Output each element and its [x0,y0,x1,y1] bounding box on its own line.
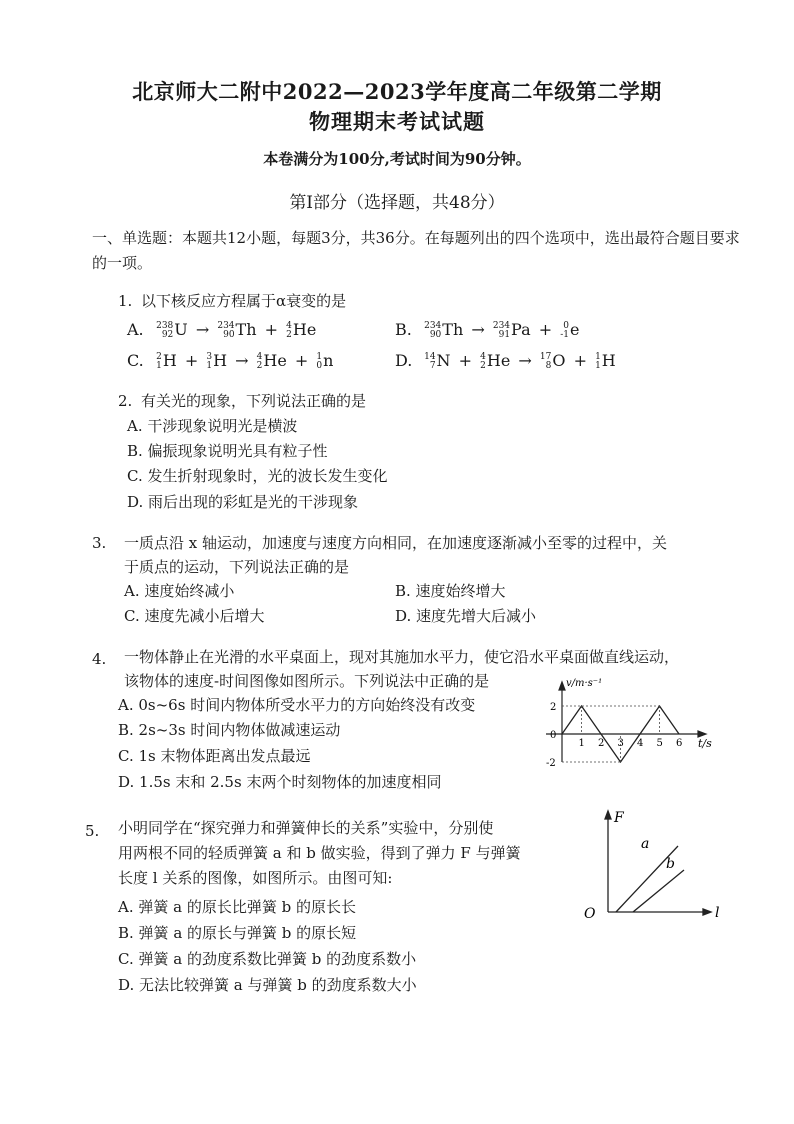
q3-option-b: B. 速度始终增大 [395,582,506,600]
vt-ytick-label: 2 [550,702,557,713]
q1-option-c: C. 2 1 H + 3 1 H → 4 2 He + 1 0 n [127,348,333,374]
q5-stem-line3: 长度 l 关系的图像，如图所示。由图可知: [118,869,393,887]
fl-line-b [633,870,684,912]
q1-stem: 以下核反应方程属于α衰变的是 [141,292,347,310]
q2-option-b: B. 偏振现象说明光具有粒子性 [127,442,328,460]
q4-stem-line2: 该物体的速度-时间图像如图所示。下列说法中正确的是 [124,672,490,690]
q5-number: 5. [85,822,100,840]
vt-y-arrowhead [559,682,565,690]
q4-stem-line1: 一物体静止在光滑的水平桌面上，现对其施加水平力，使它沿水平桌面做直线运动， [124,648,680,666]
q2-option-a: A. 干涉现象说明光是横波 [127,417,298,435]
q5-option-a: A. 弹簧 a 的原长比弹簧 b 的原长长 [118,898,356,916]
fl-xlabel: l [715,905,720,921]
exam-meta: 本卷满分为100分,考试时间为90分钟。 [263,150,531,168]
q5-option-b: B. 弹簧 a 的原长与弹簧 b 的原长短 [118,924,357,942]
q5-stem-line1: 小明同学在“探究弹力和弹簧伸长的关系”实验中，分别使 [118,819,494,837]
vt-xtick-label: 5 [656,738,663,749]
exam-title-line2: 物理期末考试试题 [309,109,485,134]
q1-option-a: A. 238 92 U → 234 90 Th + 4 2 He [127,317,316,343]
q3-stem-line2: 于质点的运动，下列说法正确的是 [124,558,350,576]
vt-xtick-label: 1 [578,738,585,749]
q1-option-d: D. 14 7 N + 4 2 He → 17 8 O + 1 1 H [395,348,616,374]
q2-option-c: C. 发生折射现象时，光的波长发生变化 [127,467,388,485]
vt-graph [536,672,714,778]
option-letter: A. [127,320,144,339]
vt-ytick-label: -2 [546,758,556,769]
q4-number: 4. [92,650,107,668]
q4-option-b: B. 2s~3s 时间内物体做减速运动 [118,721,341,739]
vt-xlabel: t/s [698,737,712,750]
q3-option-a: A. 速度始终减小 [124,582,235,600]
q2-number: 2. [118,392,133,410]
fl-y-arrowhead [605,811,611,819]
vt-ylabel: v/m·s⁻¹ [566,678,603,689]
q3-number: 3. [92,534,107,552]
q2-option-d: D. 雨后出现的彩虹是光的干涉现象 [127,493,359,511]
fl-origin-label: O [584,906,596,922]
exam-title-line1: 北京师大二附中2022—2023学年度高二年级第二学期 [132,79,662,104]
fl-series-a-label: a [641,836,650,852]
q4-option-c: C. 1s 末物体距离出发点最远 [118,747,311,765]
q5-stem-line2: 用两根不同的轻质弹簧 a 和 b 做实验，得到了弹力 F 与弹簧 [118,844,521,862]
vt-ytick-label: 0 [550,730,557,741]
fl-graph [578,800,728,930]
fl-x-arrowhead [703,909,711,915]
part-heading: 第Ⅰ部分（选择题，共48分） [289,193,505,213]
vt-xtick-label: 3 [617,738,624,749]
q2-stem: 有关光的现象，下列说法正确的是 [141,392,367,410]
option-letter: C. [127,351,144,370]
q3-option-c: C. 速度先减小后增大 [124,607,265,625]
section-intro: 一、单选题：本题共12小题，每题3分，共36分。在每题列出的四个选项中，选出最符合题目要求的一项。 [92,229,740,272]
q1-number: 1. [118,292,133,310]
q3-option-d: D. 速度先增大后减小 [395,607,537,625]
option-letter: B. [395,320,412,339]
q4-option-a: A. 0s~6s 时间内物体所受水平力的方向始终没有改变 [118,696,476,714]
vt-xtick-label: 4 [637,738,644,749]
q3-stem-line1: 一质点沿 x 轴运动，加速度与速度方向相同，在加速度逐渐减小至零的过程中，关 [124,534,667,552]
vt-xtick-label: 2 [598,738,605,749]
option-letter: D. [395,351,413,370]
fl-series-b-label: b [666,856,675,872]
fl-ylabel: F [614,810,624,826]
vt-xtick-label: 6 [676,738,683,749]
q5-option-c: C. 弹簧 a 的劲度系数比弹簧 b 的劲度系数小 [118,950,417,968]
q4-option-d: D. 1.5s 末和 2.5s 末两个时刻物体的加速度相同 [118,773,442,791]
q1-option-b: B. 234 90 Th → 234 91 Pa + 0 -1 e [395,317,579,343]
q5-option-d: D. 无法比较弹簧 a 与弹簧 b 的劲度系数大小 [118,976,417,994]
